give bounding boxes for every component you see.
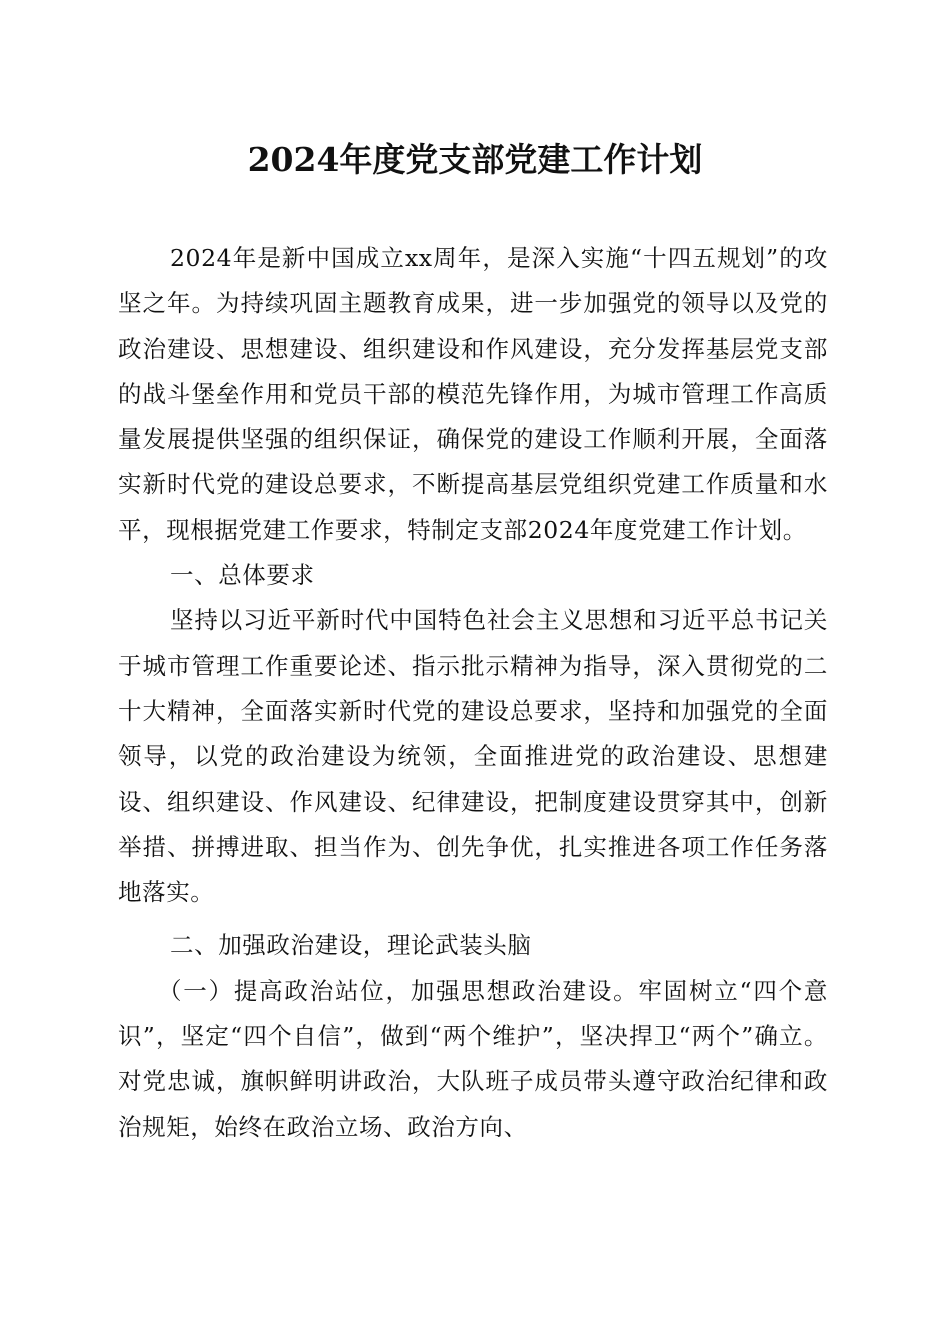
document-title: 2024年度党支部党建工作计划 bbox=[247, 140, 703, 179]
intro-paragraph: 2024年是新中国成立xx周年，是深入实施“十四五规划”的攻坚之年。为持续巩固主题教育成果，进一步加强党的领导以及党的政治建设、思想建设、组织建设和作风建设，充分发挥基层党支部的战斗堡垒作用和党员干部的模范先锋作用，为城市管理工作高质量发展提供坚强的组织保证，确保党的建设工作顺利开展，全面落实新时代党的建设总要求，不断提高基层党组织党建工作质量和水平，现根据党建工作要求，特制定支部2024年度党建工作计划。 bbox=[118, 244, 828, 544]
overall-requirements-paragraph: 坚持以习近平新时代中国特色社会主义思想和习近平总书记关于城市管理工作重要论述、指示批示精神为指导，深入贯彻党的二十大精神，全面落实新时代党的建设总要求，坚持和加强党的全面领导，以党的政治建设为统领，全面推进党的政治建设、思想建设、组织建设、作风建设、纪律建设，把制度建设贯穿其中，创新举措、拼搏进取、担当作为、创先争优，扎实推进各项工作任务落地落实。 bbox=[118, 606, 828, 907]
section-heading-political-building: 二、加强政治建设，理论武装头脑 bbox=[170, 931, 532, 960]
document-body bbox=[118, 236, 828, 1150]
political-building-item-1: （一）提高政治站位，加强思想政治建设。牢固树立“四个意识”，坚定“四个自信”，做到“两个维护”，坚决捍卫“两个”确立。对党忠诚，旗帜鲜明讲政治，大队班子成员带头遵守政治纪律和政治规矩，始终在政治立场、政治方向、 bbox=[118, 976, 828, 1141]
section-heading-overall-requirements: 一、总体要求 bbox=[170, 561, 315, 590]
